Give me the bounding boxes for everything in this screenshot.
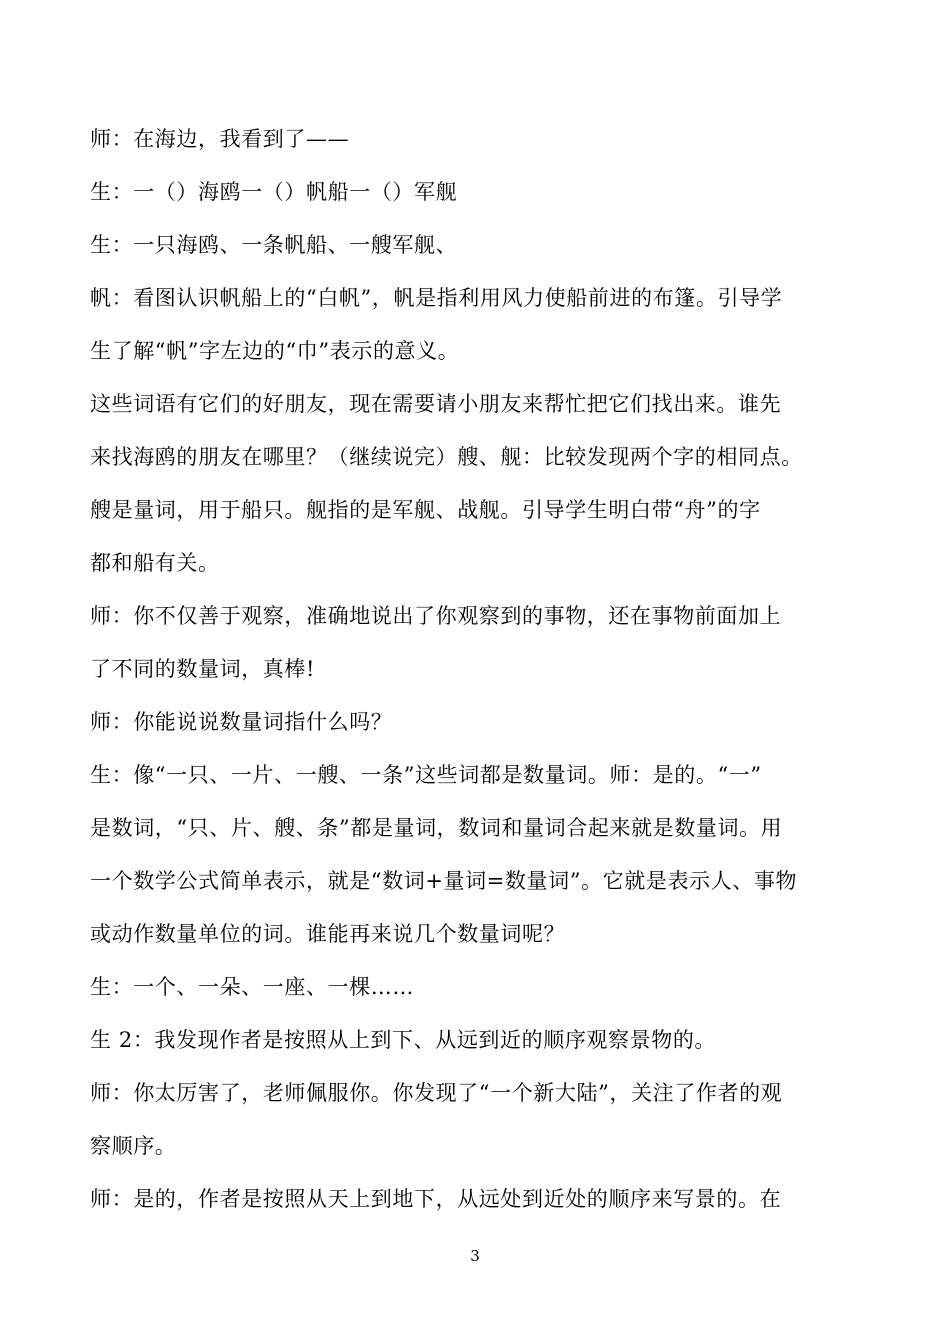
text-line: 了不同的数量词，真棒! (90, 657, 316, 681)
text-line: 师：在海边，我看到了—— (90, 127, 350, 151)
text-line: 这些词语有它们的好朋友，现在需要请小朋友来帮忙把它们找出来。谁先 (90, 392, 782, 416)
text-line: 或动作数量单位的词。谁能再来说几个数量词呢？ (90, 922, 566, 946)
text-line: 生：一只海鸥、一条帆船、一艘军舰、 (90, 233, 458, 257)
text-line: 师：是的，作者是按照从天上到地下，从远处到近处的顺序来写景的。在 (90, 1187, 782, 1211)
text-line: 帆：看图认识帆船上的“白帆”，帆是指利用风力使船前进的布篷。引导学 (90, 286, 783, 310)
text-line: 师：你不仅善于观察，准确地说出了你观察到的事物，还在事物前面加上 (90, 604, 782, 628)
text-line: 艘是量词，用于船只。舰指的是军舰、战舰。引导学生明白带“舟”的字 (90, 498, 761, 522)
text-line: 察顺序。 (90, 1134, 177, 1158)
document-body (90, 113, 880, 1226)
text-line: 生：一个、一朵、一座、一棵…… (90, 975, 414, 999)
page-number: 3 (470, 1247, 480, 1265)
text-line: 一个数学公式简单表示，就是“数词+量词=数量词”。它就是表示人、事物 (90, 869, 798, 893)
text-line: 来找海鸥的朋友在哪里？（继续说完）艘、舰：比较发现两个字的相同点。 (90, 445, 803, 469)
text-line: 生：一（）海鸥一（）帆船一（）军舰 (90, 180, 458, 204)
text-line: 师：你太厉害了，老师佩服你。你发现了“一个新大陆”，关注了作者的观 (90, 1081, 783, 1105)
text-line: 是数词，“只、片、艘、条”都是量词，数词和量词合起来就是数量词。用 (90, 816, 783, 840)
text-line: 生：像“一只、一片、一艘、一条”这些词都是数量词。师：是的。“一” (90, 763, 762, 787)
text-line: 生了解“帆”字左边的“巾”表示的意义。 (90, 339, 460, 363)
text-line: 师：你能说说数量词指什么吗？ (90, 710, 393, 734)
text-line: 生 2：我发现作者是按照从上到下、从远到近的顺序观察景物的。 (90, 1028, 717, 1052)
text-line: 都和船有关。 (90, 551, 220, 575)
